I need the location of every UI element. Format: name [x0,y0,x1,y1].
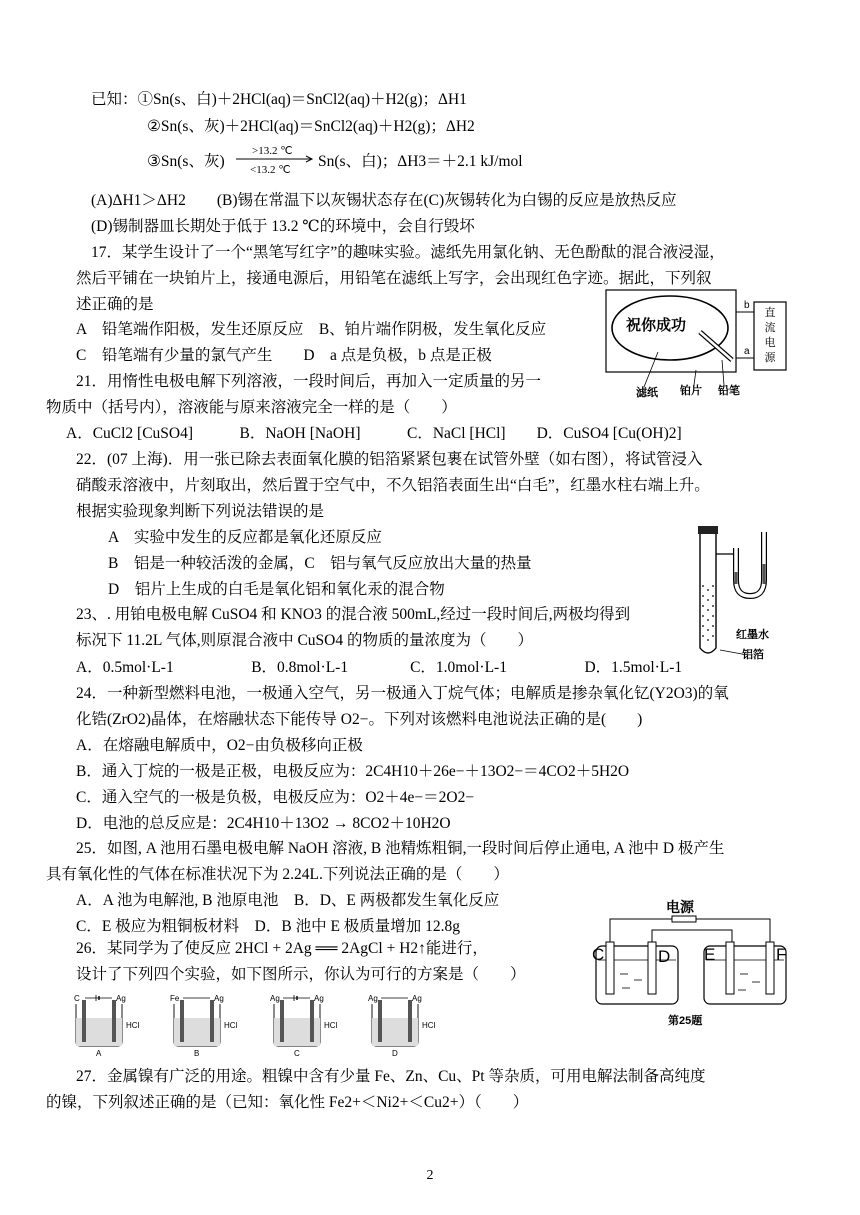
known-line-3b: Sn(s、白)；ΔH3＝＋2.1 kJ/mol [318,153,523,170]
q26-d-left-electrode: Ag [368,994,378,1003]
q21-options: A．CuCl2 [CuSO4] B．NaOH [NaOH] C．NaCl [HCl] D．CuSO4 [Cu(OH)2] [66,425,682,442]
q26-line-1: 26．某同学为了使反应 2HCl + 2Ag ══ 2AgCl + H2↑能进行， [76,940,488,957]
q23-options: A．0.5mol·L-1 B．0.8mol·L-1 C．1.0mol·L-1 D．1.5mol·L-1 [76,659,683,676]
q26-b-right-electrode: Ag [214,994,224,1003]
q17-point-b: b [744,300,750,311]
q26-d-hcl: HCl [422,1021,436,1030]
q25-power-label: 电源 [666,899,694,915]
q26-apparatus-a [74,994,140,1058]
q26-c-right-electrode: Ag [314,994,324,1003]
q26-a-hcl: HCl [126,1021,140,1030]
q26-apparatus-b [170,994,238,1058]
q26-line-2: 设计了下列四个实验，如下图所示，你认为可行的方案是（ ） [76,966,526,983]
known-line-2: ②Sn(s、灰)＋2HCl(aq)＝SnCl2(aq)＋H2(g)；ΔH2 [147,118,475,135]
q17-plate-label: 铂片 [680,385,702,397]
q25-caption: 第25题 [668,1015,703,1027]
q25-figure [592,898,792,1032]
q22-ink-label: 红墨水 [736,629,769,641]
q27-line-2: 的镍，下列叙述正确的是（已知：氧化性 Fe2+＜Ni2+＜Cu2+）（ ） [46,1094,529,1111]
q22-option-bc: B 铝是一种较活泼的金属，C 铝与氧气反应放出大量的热量 [108,555,532,572]
q24-line-2: 化锆(ZrO2)晶体，在熔融状态下能传导 O2−。下列对该燃料电池说法正确的是( ) [76,711,643,728]
q17-filter-label: 滤纸 [636,387,658,398]
q25-electrode-e: E [704,945,716,964]
q22-option-d: D 铝片上生成的白毛是氧化铝和氧化汞的混合物 [108,581,445,598]
q26-b-left-electrode: Fe [170,994,180,1003]
q25-electrode-d: D [658,947,671,966]
known-line-1: 已知：①Sn(s、白)＋2HCl(aq)＝SnCl2(aq)＋H2(g)；ΔH1 [91,91,467,108]
q26-a-left-electrode: C [74,994,80,1003]
q17-point-a: a [744,346,750,357]
q22-figure [684,524,794,666]
arrow-below-label: <13.2 ℃ [250,164,291,176]
q22-line-2: 硝酸汞溶液中，片刻取出，然后置于空气中，不久铝箔表面生出“白毛”，红墨水柱右端上升。 [76,477,710,494]
q17-figure [604,288,790,398]
q26-a-right-electrode: Ag [116,994,126,1003]
q26-c-left-electrode: Ag [270,994,280,1003]
q23-line-1: 23、. 用铂电极电解 CuSO4 和 KNO3 的混合液 500mL,经过一段时间后,两极均得到 [76,606,631,623]
q17-line-2: 然后平铺在一块铂片上，接通电源后，用铅笔在滤纸上写字，会出现红色字迹。据此，下列叙 [76,270,712,287]
page-number: 2 [426,1168,434,1183]
q26-apparatus-c [270,994,338,1058]
known-line-3a: ③Sn(s、灰) [147,153,225,170]
q25-electrode-f: F [776,945,787,964]
q26-a-label: A [96,1049,102,1058]
q17-written-text: 祝你成功 [626,316,687,334]
known-option-d: (D)锡制器皿长期处于低于 13.2 ℃的环境中，会自行毁坏 [91,218,475,235]
q17-power-label: 直流电源 [764,307,776,364]
q26-apparatus-d [368,994,436,1058]
q22-line-1: 22．(07 上海)．用一张已除去表面氧化膜的铝箔紧紧包裹在试管外壁（如右图），将试管浸入 [76,451,703,468]
q25-line-2: 具有氧化性的气体在标准状况下为 2.24L.下列说法正确的是（ ） [46,866,509,883]
q25-electrode-c: C [592,945,605,964]
q22-option-a: A 实验中发生的反应都是氧化还原反应 [108,529,382,546]
q26-d-right-electrode: Ag [412,994,422,1003]
q25-options-cd: C．E 极应为粗铜板材料 D．B 池中 E 极质量增加 12.8g [76,918,461,935]
q23-line-2: 标况下 11.2L 气体,则原混合液中 CuSO4 的物质的量浓度为（ ） [76,632,533,649]
condition-arrow [234,143,314,177]
q24-option-a: A．在熔融电解质中，O2−由负极移向正极 [76,737,363,754]
q17-options-cd: C 铅笔端有少量的氯气产生 D a 点是负极，b 点是正极 [76,347,492,364]
q24-option-b: B．通入丁烷的一极是正极，电极反应为：2C4H10＋26e−＋13O2−＝4CO2＋5H2O [76,763,630,780]
q21-line-1: 21．用惰性电极电解下列溶液，一段时间后，再加入一定质量的另一 [76,373,542,390]
q17-options-ab: A 铅笔端作阳极，发生还原反应 B、铂片端作阴极，发生氧化反应 [76,321,547,338]
q17-pencil-label: 铅笔 [718,385,740,397]
q21-line-2: 物质中（括号内），溶液能与原来溶液完全一样的是（ ） [46,399,457,416]
q24-option-c: C．通入空气的一极是负极，电极反应为：O2＋4e−＝2O2− [76,789,475,806]
q26-b-hcl: HCl [224,1021,238,1030]
q22-foil-label: 铝箔 [742,649,764,661]
q26-c-label: C [294,1049,300,1058]
q26-c-hcl: HCl [324,1021,338,1030]
q17-line-1: 17．某学生设计了一个“黑笔写红字”的趣味实验。滤纸先用氯化钠、无色酚酞的混合液浸湿， [91,244,725,261]
known-options-abc: (A)ΔH1＞ΔH2 (B)锡在常温下以灰锡状态存在(C)灰锡转化为白锡的反应是放热反应 [91,192,677,209]
arrow-above-label: >13.2 ℃ [252,145,293,157]
q24-option-d: D．电池的总反应是：2C4H10＋13O2 → 8CO2＋10H2O [76,815,451,832]
q25-options-ab: A．A 池为电解池, B 池原电池 B．D、E 两极都发生氧化反应 [76,892,500,909]
q26-b-label: B [194,1049,200,1058]
q17-line-3: 述正确的是 [76,296,154,313]
q26-figures [70,992,480,1058]
q27-line-1: 27．金属镍有广泛的用途。粗镍中含有少量 Fe、Zn、Cu、Pt 等杂质，可用电解法制备高纯度 [76,1068,706,1085]
q24-line-1: 24．一种新型燃料电池，一极通入空气，另一极通入丁烷气体；电解质是掺杂氧化钇(Y2O3)的氧 [76,685,729,702]
q26-d-label: D [392,1049,398,1058]
q22-line-3: 根据实验现象判断下列说法错误的是 [76,503,325,520]
q25-line-1: 25．如图, A 池用石墨电极电解 NaOH 溶液, B 池精炼粗铜,一段时间后停止通电, A 池中 D 极产生 [76,840,725,857]
